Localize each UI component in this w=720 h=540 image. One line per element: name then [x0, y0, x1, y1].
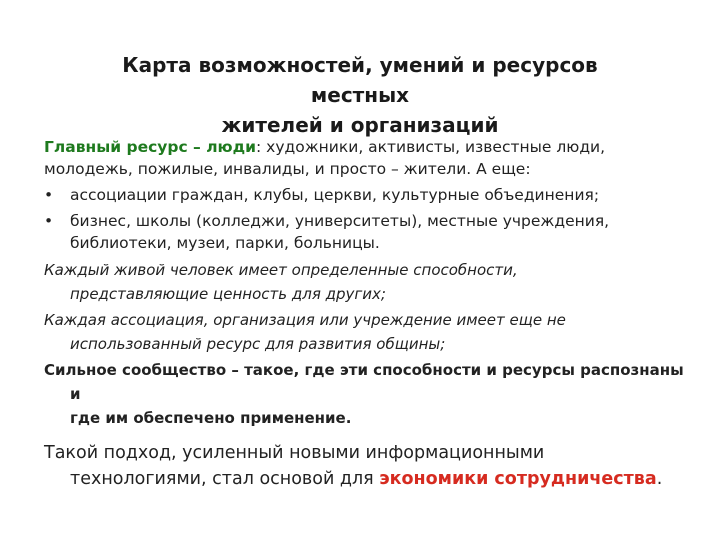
bullet-item — [44, 210, 684, 254]
conclusion-paragraph — [44, 440, 684, 492]
main-resource-highlight: Главный ресурс – люди — [44, 138, 257, 156]
title-line-1: Карта возможностей, умений и ресурсов местных — [122, 53, 598, 107]
italic-statement-2 — [44, 308, 684, 356]
italic-2-line-1: Каждая ассоциация, организация или учреждение имеет еще не — [44, 311, 566, 329]
italic-statement-1 — [44, 258, 684, 306]
bullet-icon: • — [44, 186, 54, 204]
conclusion-line-1: Такой подход, усиленный новыми информационными — [44, 443, 545, 463]
intro-text-1: : художники, активисты, известные люди, — [256, 138, 606, 156]
italic-1-line-2: представляющие ценность для других; — [70, 285, 386, 303]
italic-1-line-1: Каждый живой человек имеет определенные способности, — [44, 261, 518, 279]
intro-paragraph — [44, 136, 684, 180]
bullet-icon: • — [44, 212, 54, 230]
bullet-text: ассоциации граждан, клубы, церкви, культурные объединения; — [70, 186, 600, 204]
slide-title — [70, 50, 650, 140]
conclusion-line-2: технологиями, стал основой для — [70, 469, 380, 489]
bullet-item — [44, 184, 684, 206]
bold-statement — [44, 358, 684, 430]
slide-content — [44, 136, 684, 492]
title-line-2: жителей и организаций — [221, 113, 499, 137]
cooperation-economy-highlight: экономики сотрудничества — [379, 469, 657, 489]
bullet-text: бизнес, школы (колледжи, университеты), местные учреждения, — [70, 212, 610, 230]
bold-line-2: где им обеспечено применение. — [70, 409, 352, 427]
italic-2-line-2: использованный ресурс для развития общины; — [70, 335, 446, 353]
bold-line-1: Сильное сообщество – такое, где эти способности и ресурсы распознаны и — [44, 361, 684, 403]
intro-text-2: молодежь, пожилые, инвалиды, и просто – жители. А еще: — [44, 160, 531, 178]
bullet-text-continued: библиотеки, музеи, парки, больницы. — [70, 234, 380, 252]
conclusion-end: . — [656, 469, 663, 489]
